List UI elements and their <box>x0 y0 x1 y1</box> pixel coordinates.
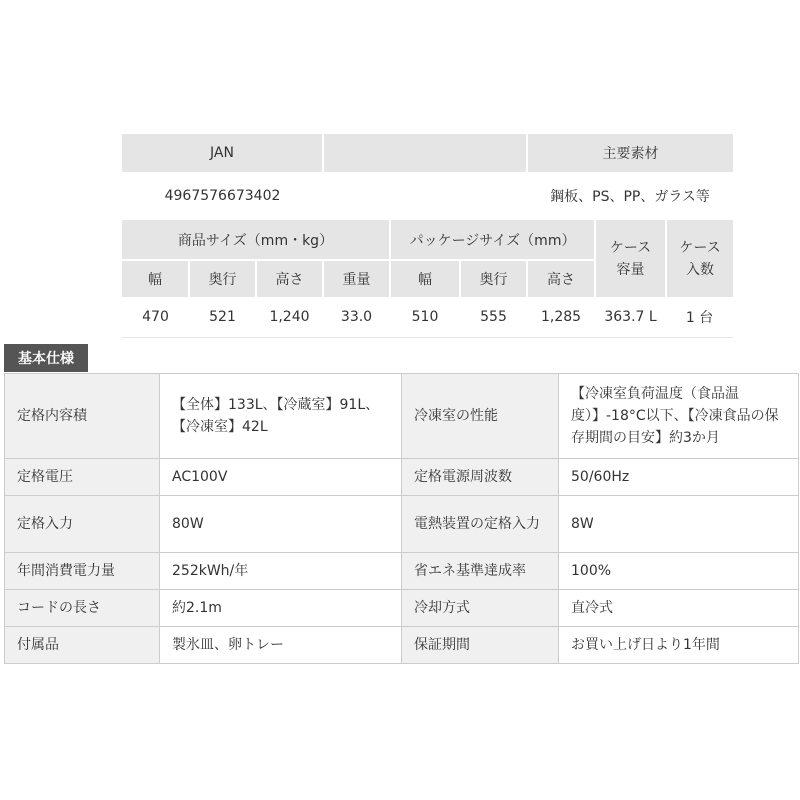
case-capacity-header-line2: 容量 <box>616 262 645 278</box>
spec-value: 直冷式 <box>559 590 799 627</box>
sub-header-pkg-depth: 奥行 <box>460 260 527 297</box>
jan-value: 4967576673402 <box>122 172 323 221</box>
spec-value: 100% <box>559 553 799 590</box>
spec-label: 定格内容積 <box>5 374 160 459</box>
spec-table <box>4 373 799 664</box>
spec-row <box>5 590 799 627</box>
case-capacity-header-line1: ケース <box>609 240 652 256</box>
spec-row <box>5 374 799 459</box>
spec-label: 冷凍室の性能 <box>402 374 559 459</box>
case-capacity-header <box>595 221 666 298</box>
spec-label: 電熱装置の定格入力 <box>402 496 559 553</box>
value-weight: 33.0 <box>323 297 390 338</box>
value-pkg-width: 510 <box>390 297 460 338</box>
case-count-header-line2: 入数 <box>686 262 715 278</box>
spec-value: お買い上げ日より1年間 <box>559 627 799 664</box>
spec-row <box>5 553 799 590</box>
spec-label: 冷却方式 <box>402 590 559 627</box>
spec-label: コードの長さ <box>5 590 160 627</box>
spec-value: 252kWh/年 <box>160 553 402 590</box>
spec-label: 省エネ基準達成率 <box>402 553 559 590</box>
value-depth: 521 <box>189 297 256 338</box>
value-pkg-height: 1,285 <box>527 297 595 338</box>
spec-label: 定格電源周波数 <box>402 459 559 496</box>
package-size-header: パッケージサイズ（mm） <box>390 221 595 261</box>
material-header: 主要素材 <box>527 134 733 172</box>
value-pkg-depth: 555 <box>460 297 527 338</box>
sub-header-depth: 奥行 <box>189 260 256 297</box>
spec-row <box>5 627 799 664</box>
spec-value: 50/60Hz <box>559 459 799 496</box>
blank-value <box>323 172 527 221</box>
sub-header-pkg-width: 幅 <box>390 260 460 297</box>
case-count-header-line1: ケース <box>679 240 721 256</box>
spec-value: AC100V <box>160 459 402 496</box>
value-height: 1,240 <box>256 297 323 338</box>
jan-header: JAN <box>122 134 323 172</box>
product-size-header: 商品サイズ（mm・kg） <box>122 221 390 261</box>
value-case-capacity: 363.7 L <box>595 297 666 338</box>
sub-header-height: 高さ <box>256 260 323 297</box>
spec-section-title: 基本仕様 <box>4 344 88 372</box>
blank-header <box>323 134 527 172</box>
spec-value: 8W <box>559 496 799 553</box>
sub-header-pkg-height: 高さ <box>527 260 595 297</box>
sub-header-width: 幅 <box>122 260 189 297</box>
spec-value: 約2.1m <box>160 590 402 627</box>
spec-label: 付属品 <box>5 627 160 664</box>
spec-row <box>5 496 799 553</box>
spec-row <box>5 459 799 496</box>
spec-value: 80W <box>160 496 402 553</box>
spec-value: 【全体】133L、【冷蔵室】91L、【冷凍室】42L <box>160 374 402 459</box>
spec-value: 製氷皿、卵トレー <box>160 627 402 664</box>
spec-label: 年間消費電力量 <box>5 553 160 590</box>
value-width: 470 <box>122 297 189 338</box>
spec-label: 定格入力 <box>5 496 160 553</box>
product-info-table <box>122 134 733 338</box>
spec-value: 【冷凍室負荷温度（食品温度）】-18°C以下、【冷凍食品の保存期間の目安】約3か月 <box>559 374 799 459</box>
sub-header-weight: 重量 <box>323 260 390 297</box>
material-value: 鋼板、PS、PP、ガラス等 <box>527 172 733 221</box>
value-case-count: 1 台 <box>666 297 733 338</box>
spec-label: 保証期間 <box>402 627 559 664</box>
case-count-header <box>666 221 733 298</box>
spec-label: 定格電圧 <box>5 459 160 496</box>
